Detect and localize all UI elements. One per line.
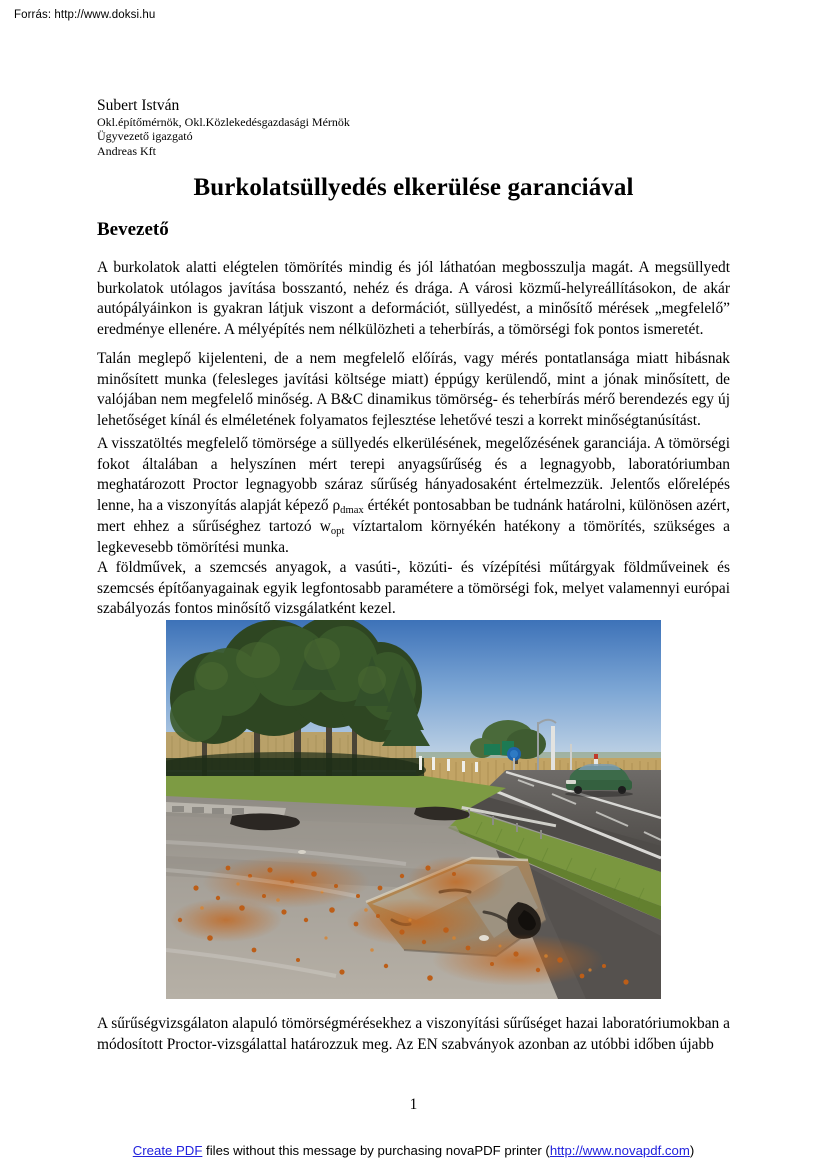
paragraph-5: A sűrűségvizsgálaton alapuló tömörségmérésekhez a viszonyítási sűrűséget hazai laboratóriumokban a módosított Proctor-vizsgálattal határozzuk meg. Az EN szabványok azonban az utóbbi időben újabb	[97, 1015, 730, 1053]
damaged-pavement-photo	[166, 620, 661, 999]
author-block	[97, 97, 350, 158]
symbol-w-opt	[320, 518, 345, 535]
paragraph-2: Talán meglepő kijelenteni, de a nem megfelelő előírás, vagy mérés pontatlansága miatt hibásnak minősített munka (felesleges javítási költsége miatt) éppúgy kerülendő, mint a jónak minősített, de valójában nem megfelelő minőség. A B&C dinamikus tömörség- és teherbírás mérő berendezés egy új lehetőséget kínál és elméletének folyamatos fejlesztése lehetővé teszi a korrekt minőségtanúsítást.	[97, 350, 730, 430]
section-heading-bevezeto: Bevezető	[97, 219, 169, 240]
author-name: Subert István	[97, 97, 180, 114]
paragraph-1: A burkolatok alatti elégtelen tömörítés mindig és jól láthatóan megbosszulja magát. A megsüllyedt burkolatok utólagos javítása bosszantó, nehéz és drága. A városi közmű-helyreállításokon, de akár autópályáinkon is gyakran látjuk viszont a deformációt, süllyedést, a minősítő mérések „megfelelő” eredménye ellenére. A mélyépítés nem nélkülözheti a teherbírás, a tömörségi fok pontos ismeretét.	[97, 259, 730, 339]
create-pdf-link[interactable]: Create PDF	[132, 1143, 203, 1158]
novapdf-url-link[interactable]: http://www.novapdf.com	[549, 1143, 690, 1158]
author-company: Andreas Kft	[97, 143, 156, 158]
author-position: Ügyvezető igazgató	[97, 129, 193, 144]
page-number: 1	[409, 1096, 418, 1113]
rho-symbol: ρ	[332, 497, 341, 515]
paragraph-3-segment-3: víztartalom környékén hatékony a tömörítés, szükséges a legkevesebb tömörítési munka.	[97, 517, 730, 556]
author-credentials: Okl.építőmérnök, Okl.Közlekedésgazdasági Mérnök	[97, 115, 350, 130]
page-title: Burkolatsüllyedés elkerülése garanciával	[193, 174, 634, 201]
footer-closing-paren: )	[689, 1143, 695, 1158]
w-symbol: w	[319, 517, 331, 535]
paragraph-4: A földművek, a szemcsés anyagok, a vasúti-, közúti- és vízépítési műtárgyak földműveinek és szemcsés építőanyagainak egyik legfontosabb paramétere a tömörségi fok, melyet valamennyi európai szabályozás fontos minősítő vizsgálatként kezel.	[97, 559, 730, 618]
paragraph-3	[97, 434, 730, 558]
paragraph-3-segment-2: értékét pontosabban be tudnánk határolni, különösen azért, mert ehhez a sűrűséghez tartozó	[97, 497, 730, 535]
w-subscript: opt	[330, 525, 345, 537]
paragraph-3-segment-1: A visszatöltés megfelelő tömörsége a süllyedés elkerülésének, megelőzésének garanciája. A tömörségi fokot általában a helyszínen mért terepi anyagsűrűség és a legnagyobb, laboratóriumban meghatározott Proctor legnagyobb száraz sűrűség hányadosaként értelmezzük. Jelentős előrelépés lenne, ha a viszonyítás alapját képező	[97, 435, 730, 515]
footer-middle-text: files without this message by purchasing novaPDF printer (	[202, 1143, 550, 1158]
novapdf-footer	[0, 1143, 827, 1158]
rho-subscript: dmax	[340, 505, 364, 517]
symbol-rho-dmax	[332, 497, 364, 517]
source-url-header: Forrás: http://www.doksi.hu	[14, 9, 156, 21]
